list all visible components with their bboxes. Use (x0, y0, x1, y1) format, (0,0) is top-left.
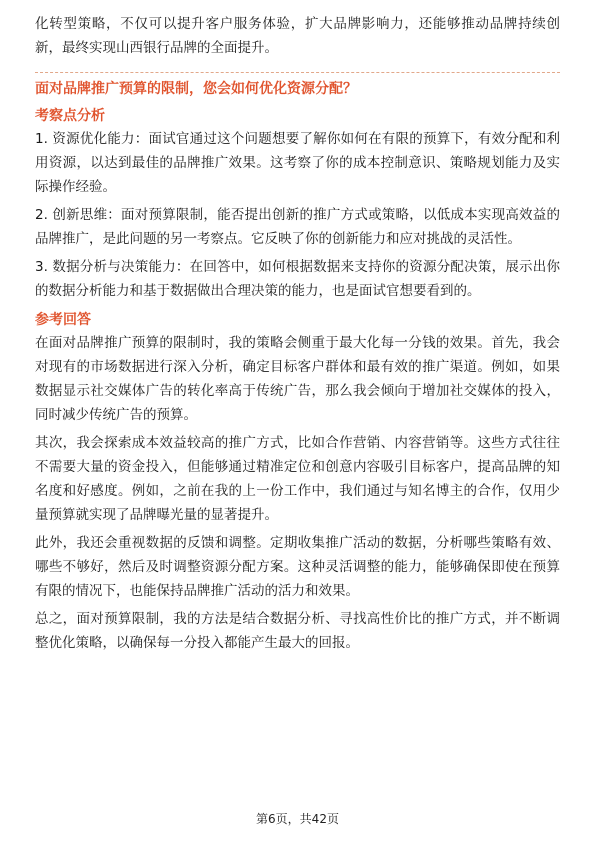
question-heading: 面对品牌推广预算的限制，您会如何优化资源分配？ (35, 81, 357, 97)
answer-title: 参考回答 (35, 312, 91, 328)
answer-paragraph: 在面对品牌推广预算的限制时，我的策略会侧重于最大化每一分钱的效果。首先，我会对现有的市场数据进行深入分析，确定目标客户群体和最有效的推广渠道。例如，如果数据显示社交媒体广告的转化率高于传统广告，那么我会倾向于增加社交媒体的投入，同时减少传统广告的预算。 (35, 335, 560, 423)
answer-paragraph: 此外，我还会重视数据的反馈和调整。定期收集推广活动的数据，分析哪些策略有效、哪些不够好，然后及时调整资源分配方案。这种灵活调整的能力，能够确保即使在预算有限的情况下，也能保持品牌推广活动的活力和效果。 (35, 535, 560, 599)
analysis-point: 2. 创新思维：面对预算限制，能否提出创新的推广方式或策略，以低成本实现高效益的品牌推广，是此问题的另一考察点。它反映了你的创新能力和应对挑战的灵活性。 (35, 207, 560, 247)
analysis-title: 考察点分析 (35, 108, 105, 124)
intro-paragraph: 化转型策略，不仅可以提升客户服务体验，扩大品牌影响力，还能够推动品牌持续创新，最终实现山西银行品牌的全面提升。 (35, 16, 560, 56)
answer-paragraph: 总之，面对预算限制，我的方法是结合数据分析、寻找高性价比的推广方式，并不断调整优化策略，以确保每一分投入都能产生最大的回报。 (35, 611, 560, 651)
section-divider (35, 72, 560, 73)
document-body (35, 12, 560, 659)
analysis-point: 3. 数据分析与决策能力：在回答中，如何根据数据来支持你的资源分配决策，展示出你的数据分析能力和基于数据做出合理决策的能力，也是面试官想要看到的。 (35, 259, 560, 299)
analysis-point: 1. 资源优化能力：面试官通过这个问题想要了解你如何在有限的预算下，有效分配和利用资源，以达到最佳的品牌推广效果。这考察了你的成本控制意识、策略规划能力及实际操作经验。 (35, 131, 560, 195)
page-number: 第6页，共42页 (256, 812, 339, 826)
answer-paragraph: 其次，我会探索成本效益较高的推广方式，比如合作营销、内容营销等。这些方式往往不需要大量的资金投入，但能够通过精准定位和创意内容吸引目标客户，提高品牌的知名度和好感度。例如，之前在我的上一份工作中，我们通过与知名博主的合作，仅用少量预算就实现了品牌曝光量的显著提升。 (35, 435, 560, 523)
